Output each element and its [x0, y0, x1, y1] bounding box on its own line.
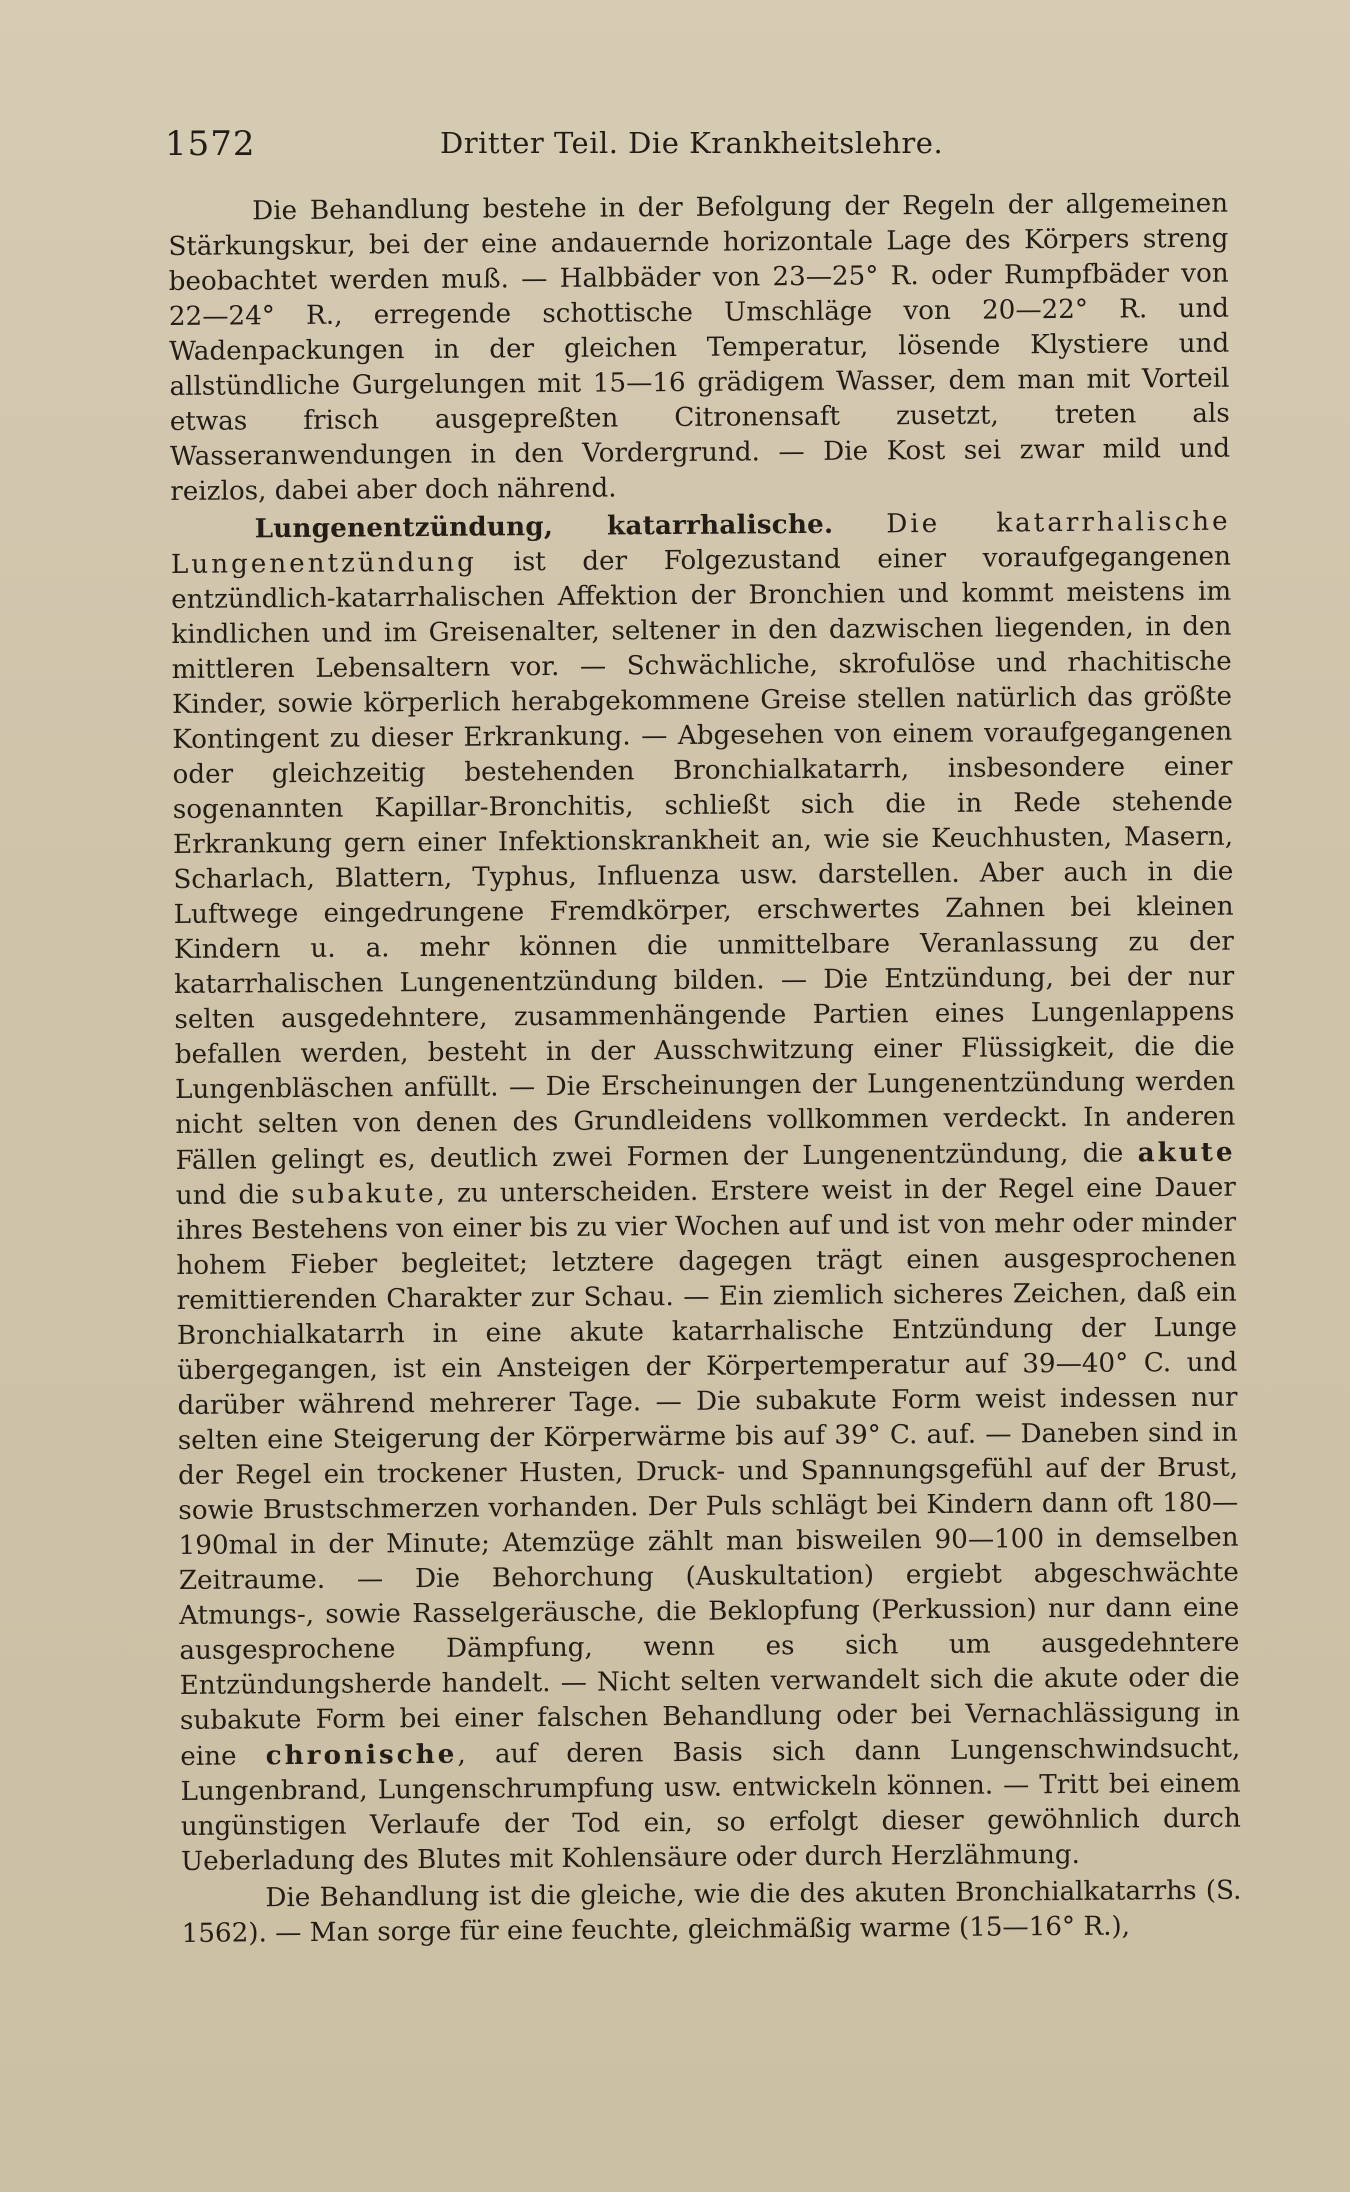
term-spaced: Die katarrhalische Lungenentzündung [170, 506, 1231, 580]
paragraph-treatment-bronchitis [168, 187, 1230, 510]
page-number: 1572 [165, 124, 256, 164]
section-heading: Lungenentzündung, katarrhalische. [254, 508, 834, 545]
term-chronische: chronische [265, 1738, 458, 1772]
paragraph-text: Die Behandlung bestehe in der Befolgung der Regeln der allgemeinen Stärkungskur, bei der eine andauernde horizontale Lage des Körpers streng beobachtet werden muß. — Halbbäder von 23—25° R. oder Rumpfbäder von 22—24° R., erregende schottische Umschläge von 20—22° R. und Wadenpackungen in der gleichen Temperatur, lösende Klystiere und allstündliche Gurgelungen mit 15—16 grädigem Wasser, dem man mit Vorteil etwas frisch ausgepreßten Citronensaft zusetzt, treten als Wasseranwendungen in den Vordergrund. — Die Kost sei zwar mild und reizlos, dabei aber doch nährend. [168, 188, 1231, 507]
term-akute: akute [1137, 1136, 1236, 1169]
paragraph-text: , zu unterscheiden. Erstere weist in der Regel eine Dauer ihres Bestehens von einer bis zu vier Wochen auf und ist von mehr oder minder hohem Fieber begleitet; letztere dagegen trägt einen ausgesprochenen remittierenden Charakter zur Schau. — Ein ziemlich sicheres Zeichen, daß ein Bronchialkatarrh in eine akute katarrhalische Entzündung der Lunge übergegangen, ist ein Ansteigen der Körpertemperatur auf 39—40° C. und darüber während mehrerer Tage. — Die subakute Form weist indessen nur selten eine Steigerung der Körperwärme bis auf 39° C. auf. — Daneben sind in der Regel ein trockener Husten, Druck- und Spannungsgefühl auf der Brust, sowie Brustschmerzen vorhanden. Der Puls schlägt bei Kindern dann oft 180—190mal in der Minute; Atemzüge zählt man bisweilen 90—100 in demselben Zeitraume. — Die Behorchung (Auskultation) ergiebt abgeschwächte Atmungs-, sowie Rasselgeräusche, die Beklopfung (Perkussion) nur dann eine ausgesprochene Dämpfung, wenn es sich um ausgedehntere Entzündungsherde handelt. — Nicht selten verwandelt sich die akute oder die subakute Form bei einer falschen Behandlung oder bei Vernachlässigung in eine [176, 1172, 1241, 1772]
paragraph-treatment-pneumonia [181, 1874, 1242, 1952]
page-header [165, 118, 1215, 178]
paragraph-text: , auf deren Basis sich dann Lungenschwindsucht, Lungenbrand, Lungenschrumpfung usw. entwickeln können. — Tritt bei einem ungünstigen Verlaufe der Tod ein, so erfolgt dieser gewöhnlich durch Ueberladung des Blutes mit Kohlensäure oder durch Herzlähmung. [180, 1733, 1241, 1877]
running-head: Dritter Teil. Die Krankheitslehre. [440, 126, 944, 160]
paragraph-text: ist der Folgezustand einer voraufgegangenen entzündlich-katarrhalischen Affektion der Bronchien und kommt meistens im kindlichen und im Greisenalter, seltener in den dazwischen liegenden, in den mittleren Lebensaltern vor. — Schwächliche, skrofulöse und rhachitische Kinder, sowie körperlich herabgekommene Greise stellen natürlich das größte Kontingent zu dieser Erkrankung. — Abgesehen von einem voraufgegangenen oder gleichzeitig bestehenden Bronchialkatarrh, insbesondere einer sogenannten Kapillar-Bronchitis, schließt sich die in Rede stehende Erkrankung gern einer Infektionskrankheit an, wie sie Keuchhusten, Masern, Scharlach, Blattern, Typhus, Influenza usw. darstellen. Aber auch in die Luftwege eingedrungene Fremdkörper, erschwertes Zahnen bei kleinen Kindern u. a. mehr können die unmittelbare Veranlassung zu der katarrhalischen Lungenentzündung bilden. — Die Entzündung, bei der nur selten ausgedehntere, zusammenhängende Partien eines Lungenlappens befallen werden, besteht in der Ausschwitzung einer Flüssigkeit, die die Lungenbläschen anfüllt. — Die Erscheinungen der Lungenentzündung werden nicht selten von denen des Grundleidens vollkommen verdeckt. In anderen Fällen gelingt es, deutlich zwei Formen der Lungenentzündung, die [171, 541, 1236, 1176]
paragraph-catarrhal-pneumonia [170, 504, 1241, 1880]
paragraph-text: und die [175, 1180, 280, 1211]
term-subakute: subakute [291, 1178, 437, 1211]
text-body [168, 187, 1242, 1952]
paragraph-text: Die Behandlung ist die gleiche, wie die des akuten Bronchialkatarrhs (S. 1562). — Man sorge für eine feuchte, gleichmäßig warme (15—16° R.), [181, 1875, 1242, 1949]
